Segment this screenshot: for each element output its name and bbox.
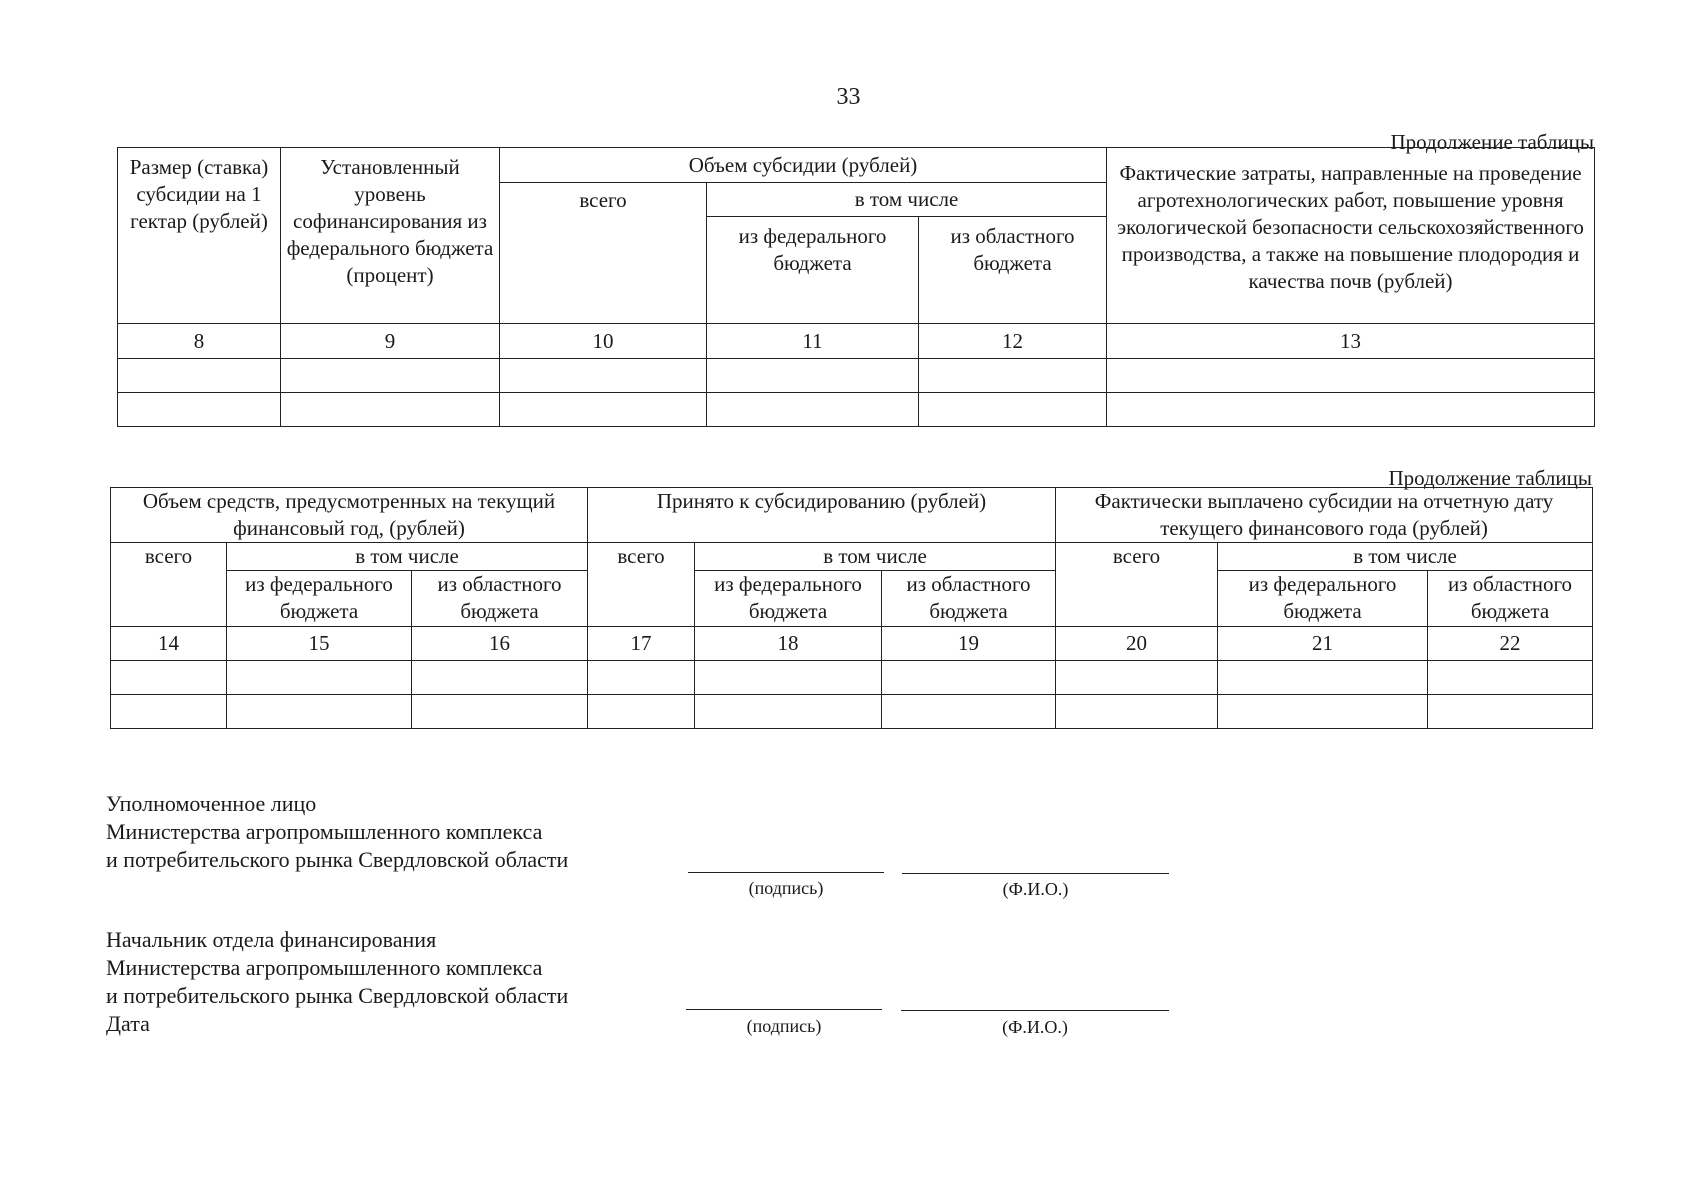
- header-paid-total: всего: [1056, 543, 1218, 627]
- name-line: [902, 873, 1169, 874]
- empty-cell: [588, 661, 695, 695]
- column-number: 11: [707, 324, 919, 359]
- header-accepted-for-subsidy: Принято к субсидированию (рублей): [588, 488, 1056, 543]
- table-row: [118, 359, 1595, 393]
- empty-cell: [500, 393, 707, 427]
- empty-cell: [111, 695, 227, 729]
- empty-cell: [1107, 393, 1595, 427]
- header-paid-including: в том числе: [1218, 543, 1593, 571]
- signer-title-line: и потребительского рынка Свердловской области: [106, 983, 569, 1008]
- header-cofinancing-level: Установленный уровень софинансирования из федерального бюджета (процент): [281, 148, 500, 324]
- header-actually-paid: Фактически выплачено субсидии на отчетную дату текущего финансового года (рублей): [1056, 488, 1593, 543]
- empty-cell: [1218, 661, 1428, 695]
- column-number: 20: [1056, 627, 1218, 661]
- signature-block-authorized-person: [106, 790, 568, 874]
- empty-cell: [588, 695, 695, 729]
- header-planned-federal: из федерального бюджета: [227, 571, 412, 627]
- column-number: 15: [227, 627, 412, 661]
- signer-title-line: Министерства агропромышленного комплекса: [106, 955, 543, 980]
- empty-cell: [281, 393, 500, 427]
- header-accepted-including: в том числе: [695, 543, 1056, 571]
- empty-cell: [1056, 661, 1218, 695]
- empty-cell: [412, 695, 588, 729]
- empty-cell: [281, 359, 500, 393]
- header-volume-total: всего: [500, 183, 707, 324]
- empty-cell: [1056, 695, 1218, 729]
- signer-title-line: и потребительского рынка Свердловской области: [106, 847, 569, 872]
- signature-block-finance-head: [106, 926, 568, 1038]
- header-planned-total: всего: [111, 543, 227, 627]
- name-line: [901, 1010, 1169, 1011]
- table-row: [118, 393, 1595, 427]
- column-number: 14: [111, 627, 227, 661]
- header-paid-federal: из федерального бюджета: [1218, 571, 1428, 627]
- column-number: 9: [281, 324, 500, 359]
- empty-cell: [118, 359, 281, 393]
- header-accepted-federal: из федерального бюджета: [695, 571, 882, 627]
- column-number: 8: [118, 324, 281, 359]
- header-subsidy-volume: Объем субсидии (рублей): [500, 148, 1107, 183]
- table-row: [111, 695, 1593, 729]
- empty-cell: [1428, 661, 1593, 695]
- date-label: Дата: [106, 1011, 150, 1036]
- column-number: 18: [695, 627, 882, 661]
- empty-cell: [1107, 359, 1595, 393]
- empty-cell: [695, 661, 882, 695]
- column-number: 12: [919, 324, 1107, 359]
- empty-cell: [882, 695, 1056, 729]
- column-number: 22: [1428, 627, 1593, 661]
- signature-caption: (подпись): [746, 1016, 822, 1036]
- header-accepted-total: всего: [588, 543, 695, 627]
- table1: [117, 147, 1595, 427]
- name-caption: (Ф.И.О.): [1002, 1017, 1068, 1037]
- empty-cell: [118, 393, 281, 427]
- column-number: 21: [1218, 627, 1428, 661]
- empty-cell: [695, 695, 882, 729]
- column-number: 13: [1107, 324, 1595, 359]
- empty-cell: [500, 359, 707, 393]
- header-accepted-regional: из областного бюджета: [882, 571, 1056, 627]
- empty-cell: [707, 393, 919, 427]
- empty-cell: [1428, 695, 1593, 729]
- header-planned-including: в том числе: [227, 543, 588, 571]
- header-volume-regional: из областного бюджета: [919, 217, 1107, 324]
- table1-continuation-label: Продолжение таблицы: [1390, 130, 1594, 154]
- empty-cell: [1218, 695, 1428, 729]
- column-number: 16: [412, 627, 588, 661]
- signer-title-line: Уполномоченное лицо: [106, 791, 317, 816]
- table2: [110, 487, 1593, 729]
- column-number: 10: [500, 324, 707, 359]
- signature-caption: (подпись): [748, 878, 824, 898]
- header-volume-federal: из федерального бюджета: [707, 217, 919, 324]
- table2-continuation-label: Продолжение таблицы: [1388, 466, 1592, 490]
- empty-cell: [882, 661, 1056, 695]
- table-row: [111, 661, 1593, 695]
- header-rate: Размер (ставка) субсидии на 1 гектар (рублей): [118, 148, 281, 324]
- signer-title-line: Начальник отдела финансирования: [106, 927, 437, 952]
- signature-line: [688, 872, 884, 873]
- empty-cell: [227, 695, 412, 729]
- empty-cell: [919, 359, 1107, 393]
- header-actual-costs: Фактические затраты, направленные на проведение агротехнологических работ, повышение уровня экологической безопасности сельскохозяйственного производства, а также на повышение плодородия и качества почв (рублей): [1107, 148, 1595, 324]
- empty-cell: [111, 661, 227, 695]
- header-planned-funds: Объем средств, предусмотренных на текущий финансовый год, (рублей): [111, 488, 588, 543]
- empty-cell: [412, 661, 588, 695]
- page-number: 33: [836, 84, 861, 110]
- empty-cell: [227, 661, 412, 695]
- name-caption: (Ф.И.О.): [1002, 879, 1069, 899]
- signature-line: [686, 1009, 882, 1010]
- header-volume-including: в том числе: [707, 183, 1107, 217]
- column-number: 17: [588, 627, 695, 661]
- header-paid-regional: из областного бюджета: [1428, 571, 1593, 627]
- column-number: 19: [882, 627, 1056, 661]
- empty-cell: [919, 393, 1107, 427]
- signer-title-line: Министерства агропромышленного комплекса: [106, 819, 543, 844]
- header-planned-regional: из областного бюджета: [412, 571, 588, 627]
- empty-cell: [707, 359, 919, 393]
